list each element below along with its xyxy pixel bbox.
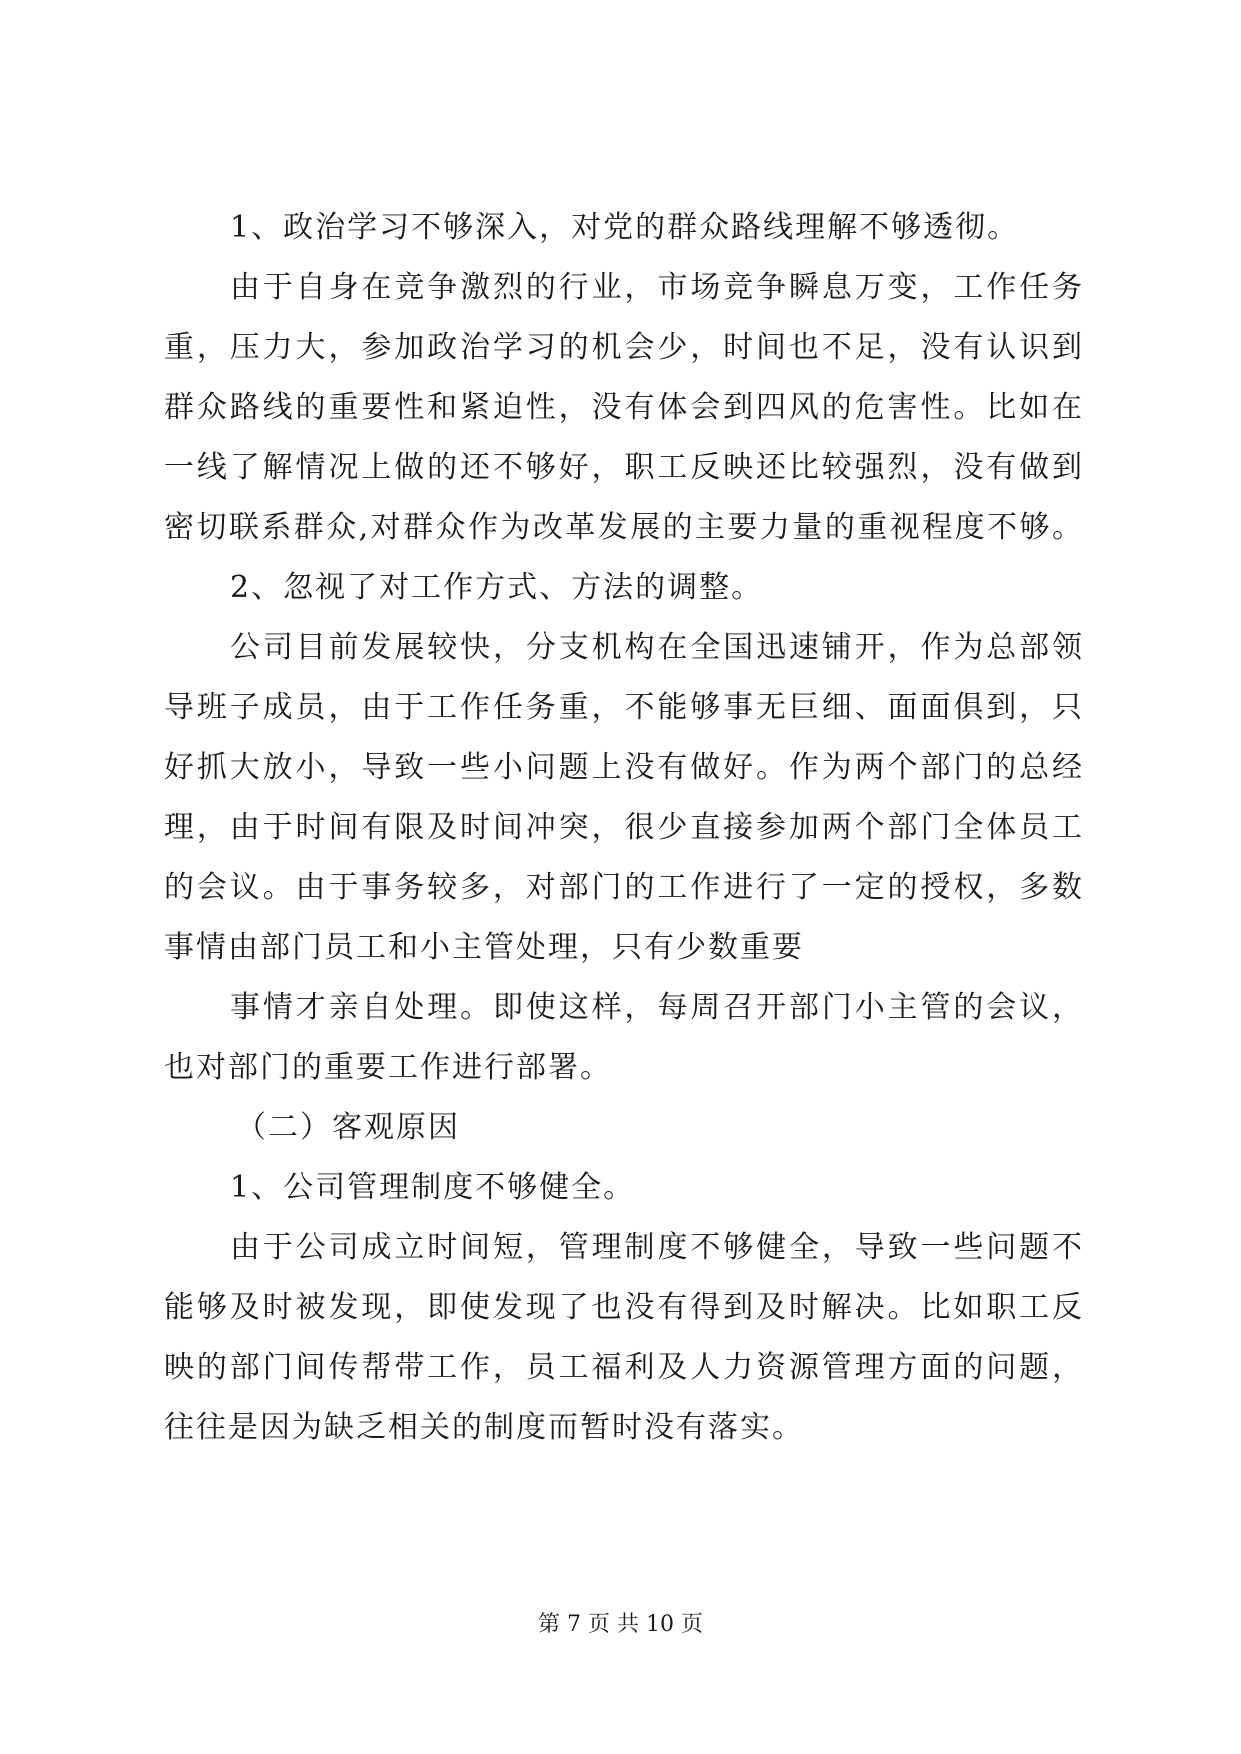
text-line: 也对部门的重要工作进行部署。 <box>164 1050 612 1085</box>
text-line: 事情才亲自处理。即使这样，每周召开部门小主管的会议， <box>230 990 1084 1025</box>
text-line: 1、政治学习不够深入，对党的群众路线理解不够透彻。 <box>230 210 1020 245</box>
text-line: 密切联系群众,对群众作为改革发展的主要力量的重视程度不够。 <box>164 510 1084 545</box>
text-line: 群众路线的重要性和紧迫性，没有体会到四风的危害性。比如在 <box>164 390 1084 425</box>
text-line: 的会议。由于事务较多，对部门的工作进行了一定的授权，多数 <box>164 870 1084 905</box>
text-line: 能够及时被发现，即使发现了也没有得到及时解决。比如职工反 <box>164 1290 1084 1325</box>
text-line: 公司目前发展较快，分支机构在全国迅速铺开，作为总部领 <box>230 630 1084 665</box>
page-footer: 第 7 页 共 10 页 <box>538 1612 703 1637</box>
text-line: （二）客观原因 <box>236 1110 460 1145</box>
text-line: 往往是因为缺乏相关的制度而暂时没有落实。 <box>164 1410 804 1445</box>
text-line: 导班子成员，由于工作任务重，不能够事无巨细、面面俱到，只 <box>164 690 1084 725</box>
text-line: 重，压力大，参加政治学习的机会少，时间也不足，没有认识到 <box>164 330 1084 365</box>
text-line: 映的部门间传帮带工作，员工福利及人力资源管理方面的问题， <box>164 1350 1084 1385</box>
text-line: 由于公司成立时间短，管理制度不够健全，导致一些问题不 <box>230 1230 1084 1265</box>
text-line: 由于自身在竞争激烈的行业，市场竞争瞬息万变，工作任务 <box>230 270 1084 305</box>
text-line: 事情由部门员工和小主管处理，只有少数重要 <box>164 930 804 965</box>
document-body <box>164 198 1084 1458</box>
text-line: 2、忽视了对工作方式、方法的调整。 <box>230 570 764 605</box>
text-line: 好抓大放小，导致一些小问题上没有做好。作为两个部门的总经 <box>164 750 1084 785</box>
text-line: 1、公司管理制度不够健全。 <box>230 1170 636 1205</box>
text-line: 理，由于时间有限及时间冲突，很少直接参加两个部门全体员工 <box>164 810 1084 845</box>
text-line: 一线了解情况上做的还不够好，职工反映还比较强烈，没有做到 <box>164 450 1084 485</box>
